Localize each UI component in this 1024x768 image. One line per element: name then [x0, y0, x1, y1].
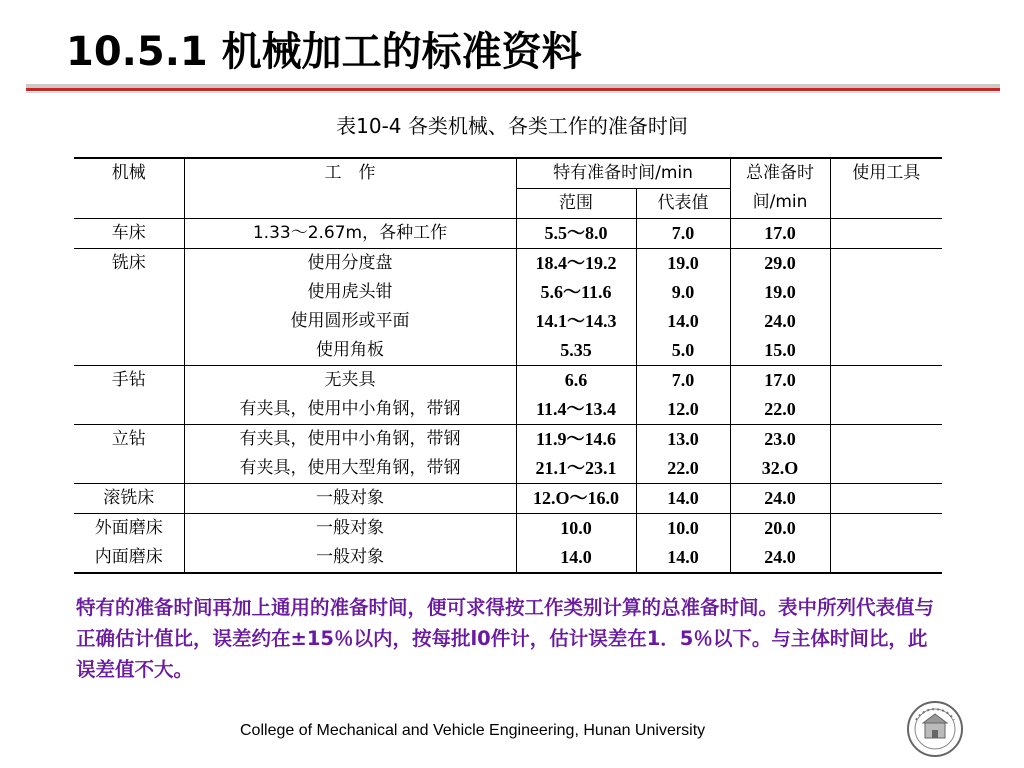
- cell-range-line: 14.1～14.3: [535, 311, 617, 331]
- table-row: [74, 249, 942, 366]
- cell-range-line: 21.1～23.1: [535, 458, 617, 478]
- cell-work: [184, 484, 516, 514]
- cell-typical: [636, 484, 730, 514]
- cell-range-line: 5.5～8.0: [544, 223, 608, 243]
- title-rule-light: [26, 92, 1000, 93]
- table-row: [74, 484, 942, 514]
- cell-range-line: 6.6: [564, 370, 588, 390]
- cell-range-line: 12.O～16.0: [532, 488, 619, 508]
- cell-total-line: 29.0: [764, 253, 796, 273]
- cell-work-line: 使用圆形或平面: [290, 311, 410, 331]
- cell-range-line: 18.4～19.2: [535, 253, 617, 273]
- cell-work-line: 有夹具，使用大型角钢，带钢: [239, 458, 461, 478]
- cell-work-line: 一般对象: [316, 518, 384, 538]
- cell-work: [184, 514, 516, 574]
- cell-total-line: 19.0: [764, 282, 796, 302]
- cell-work: [184, 249, 516, 366]
- cell-typical-line: 19.0: [667, 253, 699, 273]
- cell-machine-line: 立钻: [111, 429, 146, 449]
- cell-work: [184, 219, 516, 249]
- prep-time-table: [74, 157, 942, 574]
- cell-total: [730, 484, 830, 514]
- cell-typical-line: 14.0: [667, 311, 699, 331]
- cell-total-line: 17.0: [764, 370, 796, 390]
- cell-range: [516, 514, 636, 574]
- slide-title: 10.5.1 机械加工的标准资料: [66, 29, 582, 75]
- cell-typical-line: 14.0: [667, 547, 699, 567]
- header-typical: 代表值: [636, 189, 730, 219]
- cell-machine: [74, 366, 184, 425]
- header-total-line1: 总准备时: [746, 163, 815, 183]
- cell-typical: [636, 219, 730, 249]
- cell-typical-line: 14.0: [667, 488, 699, 508]
- cell-work: [184, 425, 516, 484]
- cell-range: [516, 219, 636, 249]
- explanation-note: 特有的准备时间再加上通用的准备时间，便可求得按工作类别计算的总准备时间。表中所列代表值与正确估计值比，误差约在±15％以内，按每批l0件计，估计误差在1．5％以下。与主体时间比，此误差值不大。: [76, 596, 935, 681]
- table-row: [74, 425, 942, 484]
- cell-machine-line: 内面磨床: [94, 547, 163, 567]
- cell-work-line: 一般对象: [316, 547, 384, 567]
- cell-typical: [636, 425, 730, 484]
- cell-work-line: 一般对象: [316, 488, 384, 508]
- cell-machine: [74, 219, 184, 249]
- cell-machine: [74, 249, 184, 366]
- cell-work-line: 有夹具，使用中小角钢，带钢: [239, 399, 461, 419]
- header-work: 工 作: [184, 158, 516, 219]
- header-total-line2: 间/min: [752, 192, 808, 212]
- cell-machine-line: 外面磨床: [94, 518, 163, 538]
- table-row: [74, 219, 942, 249]
- cell-machine-line: 铣床: [111, 253, 146, 273]
- cell-work: [184, 366, 516, 425]
- cell-machine-line: 手钻: [111, 370, 146, 390]
- table-caption: 表10-4 各类机械、各类工作的准备时间: [336, 114, 688, 138]
- university-seal-icon: [906, 700, 964, 758]
- cell-work-line: 1.33～2.67m，各种工作: [252, 223, 448, 243]
- cell-range: [516, 484, 636, 514]
- cell-work-line: 使用角板: [316, 340, 384, 360]
- cell-typical-line: 5.0: [671, 340, 695, 360]
- cell-range-line: 5.6～11.6: [540, 282, 612, 302]
- table-body: [74, 219, 942, 574]
- cell-total: [730, 366, 830, 425]
- cell-machine-line: 车床: [111, 223, 146, 243]
- cell-typical-line: 22.0: [667, 458, 699, 478]
- cell-total-line: 24.0: [764, 311, 796, 331]
- cell-range: [516, 366, 636, 425]
- cell-machine-line: 滚铣床: [103, 488, 155, 508]
- cell-typical-line: 10.0: [667, 518, 699, 538]
- cell-range: [516, 425, 636, 484]
- cell-tools: [830, 249, 942, 366]
- title-rule-red: [26, 88, 1000, 91]
- cell-machine: [74, 484, 184, 514]
- cell-range-line: 11.9～14.6: [535, 429, 616, 449]
- header-machine: 机械: [74, 158, 184, 219]
- cell-total-line: 20.0: [764, 518, 796, 538]
- table-row: [74, 366, 942, 425]
- cell-total: [730, 219, 830, 249]
- cell-total-line: 23.0: [764, 429, 796, 449]
- header-total-time: [730, 158, 830, 219]
- cell-total: [730, 514, 830, 574]
- cell-total-line: 15.0: [764, 340, 796, 360]
- cell-tools: [830, 425, 942, 484]
- cell-work-line: 使用虎头钳: [307, 282, 393, 302]
- cell-tools: [830, 514, 942, 574]
- cell-typical-line: 9.0: [671, 282, 695, 302]
- cell-typical-line: 7.0: [671, 370, 695, 390]
- cell-typical-line: 7.0: [671, 223, 695, 243]
- cell-tools: [830, 219, 942, 249]
- cell-machine: [74, 514, 184, 574]
- header-tools: 使用工具: [830, 158, 942, 219]
- cell-typical-line: 13.0: [667, 429, 699, 449]
- cell-typical: [636, 366, 730, 425]
- cell-range-line: 11.4～13.4: [535, 399, 616, 419]
- cell-total-line: 17.0: [764, 223, 796, 243]
- cell-work-line: 使用分度盘: [307, 253, 393, 273]
- cell-range-line: 14.0: [560, 547, 592, 567]
- table-row: [74, 514, 942, 574]
- cell-total-line: 24.0: [764, 488, 796, 508]
- cell-work-line: 有夹具，使用中小角钢，带钢: [239, 429, 461, 449]
- cell-typical-line: 12.0: [667, 399, 699, 419]
- cell-typical: [636, 249, 730, 366]
- header-range: 范围: [516, 189, 636, 219]
- footer-institution: College of Mechanical and Vehicle Engineering, Hunan University: [240, 722, 706, 739]
- cell-range: [516, 249, 636, 366]
- cell-total: [730, 249, 830, 366]
- cell-range-line: 10.0: [560, 518, 592, 538]
- cell-machine: [74, 425, 184, 484]
- cell-tools: [830, 484, 942, 514]
- cell-work-line: 无夹具: [324, 370, 376, 390]
- cell-total-line: 32.O: [761, 458, 799, 478]
- cell-total-line: 24.0: [764, 547, 796, 567]
- header-specific-time: 特有准备时间/min: [516, 158, 730, 189]
- cell-range-line: 5.35: [560, 340, 592, 360]
- cell-tools: [830, 366, 942, 425]
- cell-total-line: 22.0: [764, 399, 796, 419]
- cell-typical: [636, 514, 730, 574]
- cell-total: [730, 425, 830, 484]
